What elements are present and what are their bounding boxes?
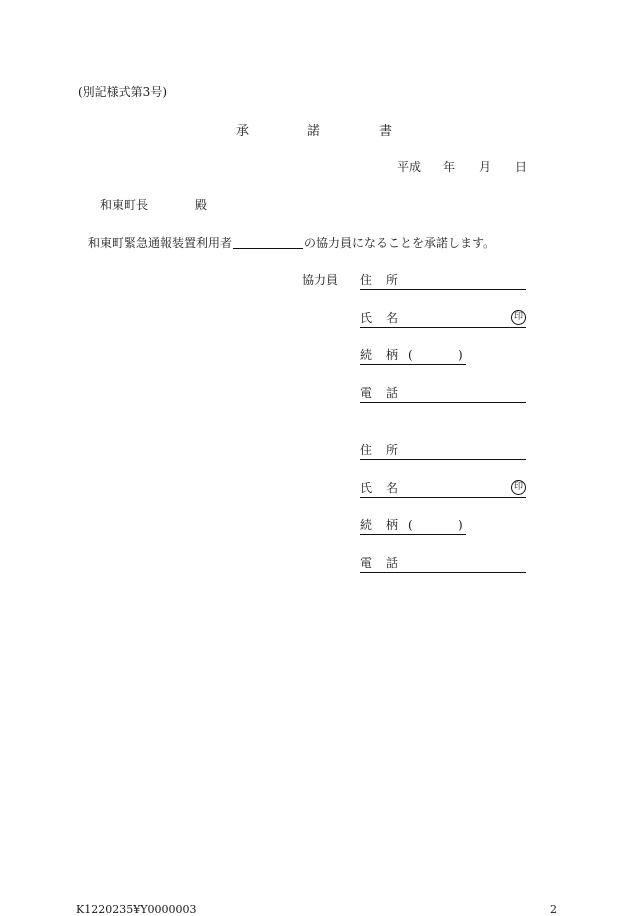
phone-label-2: 話 <box>386 386 399 400</box>
phone-label-2: 話 <box>386 556 399 570</box>
statement-before: 和東町緊急通報装置利用者 <box>88 236 233 250</box>
relation-label-1: 続 <box>360 518 373 532</box>
cooperator2-relation-field[interactable] <box>360 514 466 535</box>
seal-icon: 印 <box>511 310 526 325</box>
relation-paren-open: ( <box>408 348 413 362</box>
consent-statement <box>88 236 495 249</box>
cooperator1-phone-field[interactable] <box>360 382 526 403</box>
title-char-3: 書 <box>379 124 393 139</box>
user-name-blank[interactable] <box>233 236 303 249</box>
document-code: K1220235¥Y0000003 <box>76 903 197 916</box>
date-year: 年 <box>443 160 456 174</box>
cooperator2-phone-field[interactable] <box>360 552 526 573</box>
address-label-2: 所 <box>386 273 399 287</box>
seal-icon: 印 <box>511 480 526 495</box>
title-char-1: 承 <box>236 124 250 139</box>
name-label-1: 氏 <box>360 481 373 495</box>
relation-label-1: 続 <box>360 348 373 362</box>
name-label-1: 氏 <box>360 311 373 325</box>
cooperator2-name-field[interactable] <box>360 477 526 498</box>
address-label-2: 所 <box>386 443 399 457</box>
date-day: 日 <box>515 160 528 174</box>
title-char-2: 諾 <box>307 124 321 139</box>
address-label-1: 住 <box>360 273 373 287</box>
statement-after: の協力員になることを承諾します。 <box>304 236 496 250</box>
addressee-honorific: 殿 <box>195 198 208 212</box>
relation-label-2: 柄 <box>386 348 399 362</box>
address-label-1: 住 <box>360 443 373 457</box>
cooperator1-relation-field[interactable] <box>360 344 466 365</box>
page-number: 2 <box>550 903 557 916</box>
cooperator1-address-field[interactable] <box>360 269 526 290</box>
relation-label-2: 柄 <box>386 518 399 532</box>
date-month: 月 <box>479 160 492 174</box>
cooperator1-name-field[interactable] <box>360 307 526 328</box>
phone-label-1: 電 <box>360 386 373 400</box>
relation-paren-close: ) <box>458 348 463 362</box>
phone-label-1: 電 <box>360 556 373 570</box>
date-era: 平成 <box>397 160 422 174</box>
relation-paren-open: ( <box>408 518 413 532</box>
relation-paren-close: ) <box>458 518 463 532</box>
form-number: (別記様式第3号) <box>78 85 167 99</box>
name-label-2: 名 <box>386 311 399 325</box>
addressee-name: 和東町長 <box>100 198 149 212</box>
cooperator-label: 協力員 <box>302 273 339 287</box>
name-label-2: 名 <box>386 481 399 495</box>
cooperator2-address-field[interactable] <box>360 439 526 460</box>
